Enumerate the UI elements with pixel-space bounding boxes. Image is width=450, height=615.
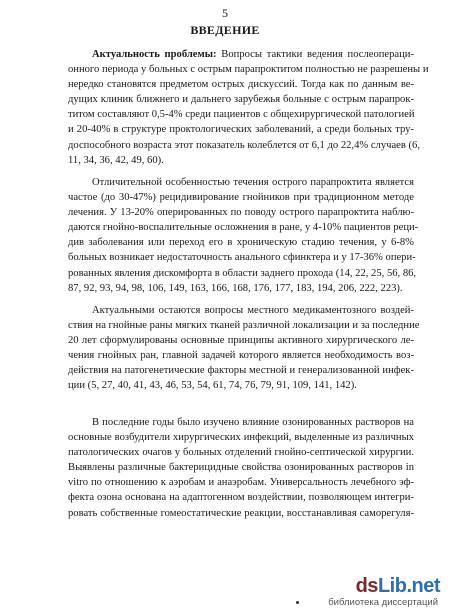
paragraph-line: 87, 92, 93, 94, 98, 106, 149, 163, 166, 168, 176, 177, 183, 194, 206, 222, 223). bbox=[68, 282, 403, 294]
paragraph-line: дущих клиник ближнего и дальнего зарубежья больные с острым парапрок- bbox=[68, 94, 414, 106]
watermark-logo: dsLib.net bbox=[355, 575, 440, 597]
paragraph-line: 20 лет сформулированы основные принципы активного хирургического ле- bbox=[68, 335, 414, 347]
paragraph-line: ровать собственные гомеостатические реакции, восстанавливая саморегуля- bbox=[68, 507, 414, 519]
watermark-subtitle: библиотека диссертаций bbox=[328, 597, 438, 608]
paragraph-local-treatment bbox=[68, 303, 420, 394]
section-title: ВВЕДЕНИЕ bbox=[190, 23, 260, 37]
paragraph-line: основные возбудители хирургических инфекций, выделенные из различных bbox=[68, 432, 414, 444]
paragraph-recurrence bbox=[68, 175, 419, 296]
paragraph-line: ции (5, 27, 40, 41, 43, 46, 53, 54, 61, 74, 76, 79, 91, 109, 141, 142). bbox=[68, 380, 357, 392]
paragraph-line: В последние годы было изучено влияние озонированных растворов на bbox=[92, 417, 414, 428]
paragraph-line: частое (до 30-47%) рецидивирование гнойников при традиционном методе bbox=[68, 192, 414, 204]
paragraph-line: vitro по отношению к аэробам и анаэробам. Универсальность лечебного эф- bbox=[68, 477, 414, 489]
paragraph-line: доспособного возраста этот показатель колеблется от 6,1 до 22,4% случаев (6, bbox=[68, 139, 420, 151]
paragraph-line: действия на патогенетические факторы местной и генерализованной инфек- bbox=[68, 365, 414, 377]
paragraph-line: ствия на гнойные раны мягких тканей различной локализации и за последние bbox=[68, 320, 420, 332]
lead-heading: Актуальность проблемы: bbox=[92, 49, 217, 60]
paragraph-line: патологических очагов у больных отделений гнойно-септической хирургии. bbox=[68, 447, 414, 459]
paragraph-line: чения гнойных ран, главной задачей которого является необходимость воз- bbox=[68, 350, 414, 362]
paragraph-line: Актуальными остаются вопросы местного медикаментозного воздей- bbox=[92, 305, 414, 316]
paragraph-line: рованных явления дискомфорта в области заднего прохода (14, 22, 25, 56, 86, bbox=[68, 267, 417, 279]
paragraph-line: 11, 34, 36, 42, 49, 60). bbox=[68, 154, 164, 166]
paragraph-line: див заболевания или переход его в хроническую стадию течения, у 6-8% bbox=[68, 237, 414, 249]
paragraph-line: лечения. У 13-20% оперированных по поводу острого парапроктита наблю- bbox=[68, 207, 414, 219]
paragraph-line: Актуальность проблемы: Вопросы тактики ведения послеопераци- bbox=[92, 49, 414, 60]
dot-mark bbox=[296, 601, 299, 604]
paragraph-ozone bbox=[68, 415, 414, 521]
paragraph-line: даются гнойно-воспалительные осложнения в ране, у 4-10% пациентов реци- bbox=[68, 222, 419, 234]
page-number: 5 bbox=[222, 6, 228, 20]
paragraph-relevance bbox=[68, 47, 429, 168]
paragraph-line: нередко становятся предметом острых дискуссий. Тогда как по данным ве- bbox=[68, 79, 414, 91]
paragraph-line: и 20-40% в структуре проктологических заболеваний, а среди больных тру- bbox=[68, 124, 414, 136]
paragraph-line: фекта озона основана на адаптогенном воздействии, позволяющем интегри- bbox=[68, 492, 414, 504]
watermark[interactable] bbox=[310, 575, 440, 611]
paragraph-line: Выявлены различные бактерицидные свойства озонированных растворов in bbox=[68, 462, 414, 474]
paragraph-line: онного периода у больных с острым парапроктитом полностью не разрешены и bbox=[68, 64, 429, 76]
paragraph-line: Отличительной особенностью течения острого парапроктита является bbox=[92, 177, 414, 188]
paragraph-line: больных возникает недостаточность анального сфинктера и у 17-36% опери- bbox=[68, 252, 416, 264]
paragraph-line: титом составляют 0,5-4% среди пациентов с общехирургической патологией bbox=[68, 109, 415, 121]
